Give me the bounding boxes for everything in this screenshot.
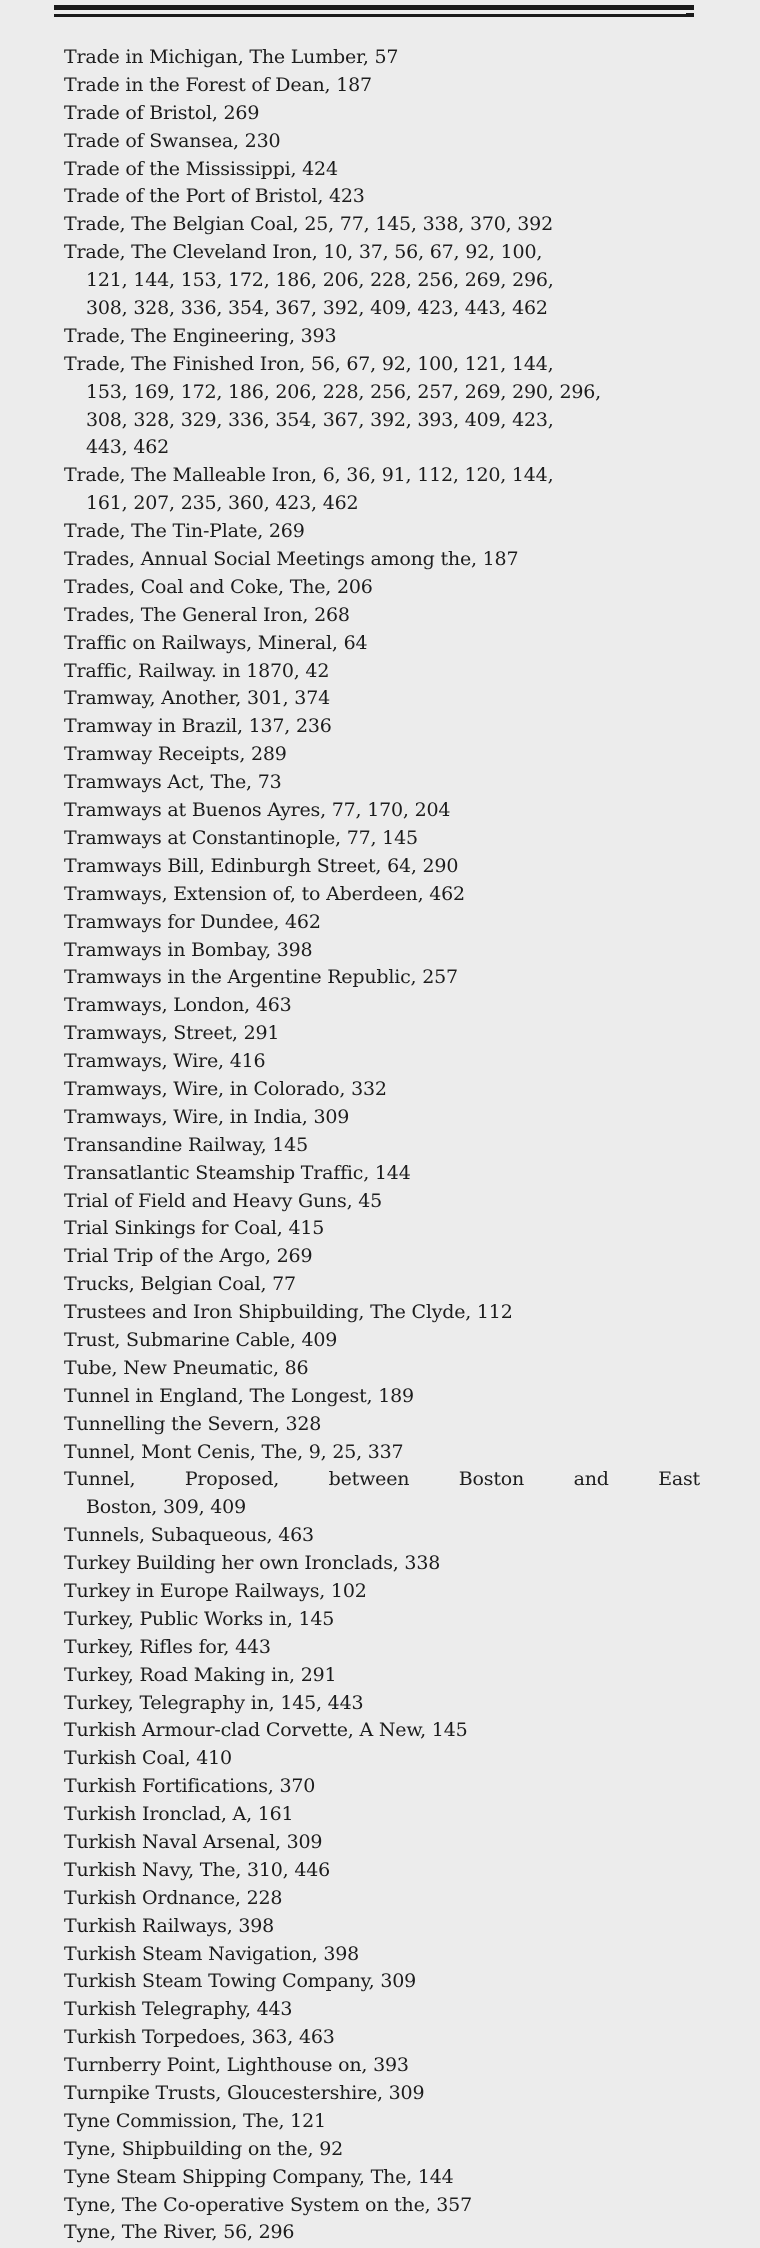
index-entry: Turkish Steam Navigation, 398: [64, 1942, 360, 1965]
index-entry: Tramways, Extension of, to Aberdeen, 462: [64, 882, 465, 905]
index-entry: Trustees and Iron Shipbuilding, The Clyde, 112: [64, 1301, 513, 1324]
index-entry: Tramways at Buenos Ayres, 77, 170, 204: [64, 799, 451, 822]
index-entry: Tramway, Another, 301, 374: [64, 687, 330, 710]
index-entry: Turkish Ordnance, 228: [64, 1886, 283, 1909]
index-entry: Tramways in the Argentine Republic, 257: [64, 966, 458, 989]
index-entry: Tramways, Wire, in Colorado, 332: [64, 1077, 387, 1100]
index-entry: Turkish Fortifications, 370: [64, 1775, 316, 1798]
index-entry: Turkish Ironclad, A, 161: [64, 1803, 294, 1826]
index-entry: Trade of Bristol, 269: [64, 101, 260, 124]
index-column: [64, 44, 724, 2247]
index-entry-continuation: Boston, 309, 409: [86, 1496, 246, 1519]
header-rule-thick: [54, 5, 694, 10]
index-entry: Trades, Annual Social Meetings among the, 187: [64, 548, 519, 571]
index-entry: Turkey, Telegraphy in, 145, 443: [64, 1691, 364, 1714]
index-entry: Tyne Commission, The, 121: [64, 2109, 326, 2132]
index-entry: Trade, The Engineering, 393: [64, 324, 337, 347]
index-entry: Turkish Steam Towing Company, 309: [64, 1970, 416, 1993]
index-entry: Tramways, Wire, in India, 309: [64, 1105, 350, 1128]
index-entry: [64, 1466, 700, 1494]
index-entry: Trial of Field and Heavy Guns, 45: [64, 1189, 383, 1212]
index-entry-word: Proposed,: [184, 1468, 280, 1491]
index-entry: Trust, Submarine Cable, 409: [64, 1328, 338, 1351]
index-entry: Trucks, Belgian Coal, 77: [64, 1273, 296, 1296]
index-entry: Trade, The Finished Iron, 56, 67, 92, 100, 121, 144,: [64, 352, 554, 375]
index-entry: Traffic, Railway. in 1870, 42: [64, 659, 330, 682]
index-entry-continuation: 161, 207, 235, 360, 423, 462: [86, 492, 359, 515]
index-entry-word: Tunnel,: [64, 1468, 136, 1491]
index-entry: Tyne, Shipbuilding on the, 92: [64, 2137, 343, 2160]
index-entry: Turkey, Road Making in, 291: [64, 1663, 337, 1686]
index-entry: Trades, The General Iron, 268: [64, 603, 350, 626]
index-entry: Turkish Navy, The, 310, 446: [64, 1858, 331, 1881]
index-entry: Trial Sinkings for Coal, 415: [64, 1217, 325, 1240]
index-entry: Trade, The Belgian Coal, 25, 77, 145, 338, 370, 392: [64, 213, 553, 236]
index-entry: Tunnel, Mont Cenis, The, 9, 25, 337: [64, 1440, 404, 1463]
index-entry: Trade, The Cleveland Iron, 10, 37, 56, 67, 92, 100,: [64, 241, 543, 264]
index-entry-continuation: 308, 328, 329, 336, 354, 367, 392, 393, 409, 423,: [86, 408, 554, 431]
index-entry-word: and: [573, 1468, 609, 1491]
index-entry: Tyne, The River, 56, 296: [64, 2221, 295, 2244]
index-entry: Turkish Telegraphy, 443: [64, 1998, 293, 2021]
index-entry: Trade of the Port of Bristol, 423: [64, 185, 365, 208]
index-entry: Tyne Steam Shipping Company, The, 144: [64, 2165, 454, 2188]
header-rule-thin: [54, 14, 694, 17]
index-entry: Trade, The Tin-Plate, 269: [64, 520, 305, 543]
index-entry: Turkey in Europe Railways, 102: [64, 1579, 367, 1602]
index-entry-word: between: [328, 1468, 410, 1491]
index-entry-word: Boston: [458, 1468, 525, 1491]
index-entry: Trade of the Mississippi, 424: [64, 157, 338, 180]
index-entry: Transandine Railway, 145: [64, 1133, 308, 1156]
index-entry: Trial Trip of the Argo, 269: [64, 1245, 313, 1268]
index-entry: Tunnel in England, The Longest, 189: [64, 1384, 414, 1407]
index-entry: Turkey, Public Works in, 145: [64, 1607, 335, 1630]
index-entry: Turkish Torpedoes, 363, 463: [64, 2026, 335, 2049]
index-entry: Tramways, Wire, 416: [64, 1050, 266, 1073]
index-entry: Turkish Armour-clad Corvette, A New, 145: [64, 1719, 468, 1742]
index-entry: Tramway Receipts, 289: [64, 743, 287, 766]
index-entry: Tramways Act, The, 73: [64, 771, 282, 794]
index-entry: Turkish Railways, 398: [64, 1914, 275, 1937]
index-entry: Turkish Naval Arsenal, 309: [64, 1831, 323, 1853]
index-entry: Traffic on Railways, Mineral, 64: [64, 631, 368, 654]
index-entry-continuation: 443, 462: [86, 436, 170, 459]
index-entry-word: East: [658, 1468, 700, 1491]
index-entry: Turkish Coal, 410: [64, 1747, 232, 1770]
index-entry: Tramways at Constantinople, 77, 145: [64, 826, 418, 849]
index-entry: Tyne, The Co-operative System on the, 357: [64, 2193, 472, 2216]
index-entry: Trade in the Forest of Dean, 187: [64, 73, 372, 96]
index-entry: Trade in Michigan, The Lumber, 57: [64, 46, 399, 68]
index-entry: Trades, Coal and Coke, The, 206: [64, 575, 373, 598]
index-entry: Transatlantic Steamship Traffic, 144: [64, 1161, 411, 1184]
index-entry: Tramways Bill, Edinburgh Street, 64, 290: [64, 854, 459, 877]
index-entry: Tramway in Brazil, 137, 236: [64, 715, 332, 738]
index-entry: Tramways for Dundee, 462: [64, 910, 321, 933]
index-entry: Trade, The Malleable Iron, 6, 36, 91, 112, 120, 144,: [64, 464, 554, 487]
index-entry-continuation: 153, 169, 172, 186, 206, 228, 256, 257, 269, 290, 296,: [86, 380, 601, 403]
index-entry: Turkey, Rifles for, 443: [64, 1635, 271, 1658]
index-entry: Tunnelling the Severn, 328: [64, 1412, 322, 1435]
index-entry-continuation: 308, 328, 336, 354, 367, 392, 409, 423, 443, 462: [86, 297, 548, 320]
index-entry-continuation: 121, 144, 153, 172, 186, 206, 228, 256, 269, 296,: [86, 269, 554, 292]
index-entry: Turkey Building her own Ironclads, 338: [64, 1552, 441, 1575]
index-entry: Tube, New Pneumatic, 86: [64, 1356, 309, 1379]
index-entry: Tramways in Bombay, 398: [64, 938, 313, 961]
header-rule-end-mark: [686, 13, 694, 17]
index-entry: Turnpike Trusts, Gloucestershire, 309: [64, 2082, 425, 2105]
index-entry: Tunnels, Subaqueous, 463: [64, 1524, 314, 1547]
index-entry: Tramways, London, 463: [64, 994, 292, 1017]
index-entry: Trade of Swansea, 230: [64, 129, 281, 152]
index-entry: Tramways, Street, 291: [64, 1022, 280, 1045]
index-entry: Turnberry Point, Lighthouse on, 393: [64, 2054, 409, 2077]
